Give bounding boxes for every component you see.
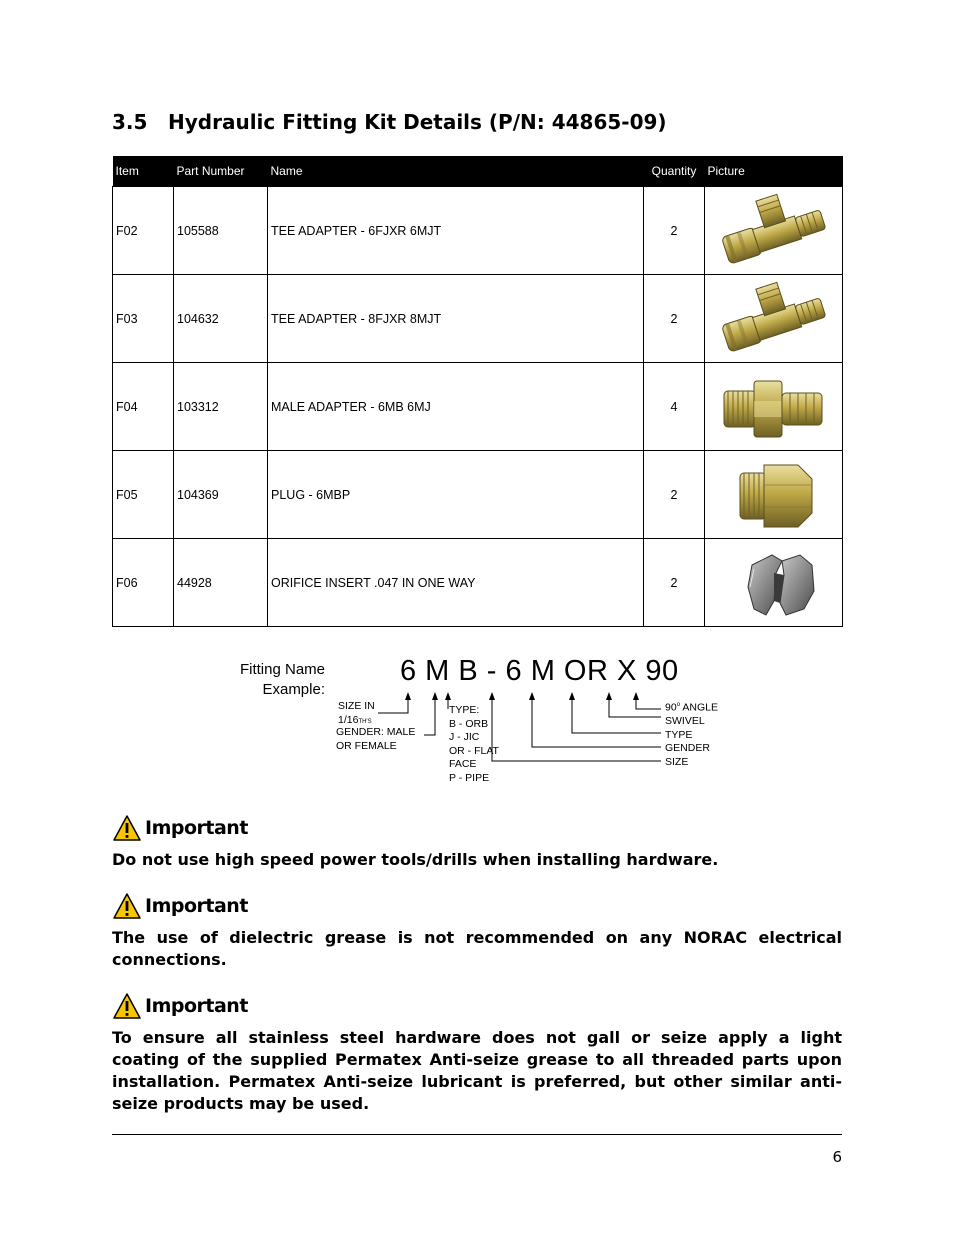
cell-picture xyxy=(705,275,843,363)
cell-item: F03 xyxy=(113,275,174,363)
section-heading xyxy=(112,110,667,134)
plug-icon xyxy=(714,455,834,535)
cell-name: TEE ADAPTER - 8FJXR 8MJT xyxy=(268,275,644,363)
cell-part-number: 104369 xyxy=(174,451,268,539)
important-label: Important xyxy=(145,995,248,1017)
angle-label: 90$^o$ ANGLE xyxy=(665,701,718,714)
warning-icon xyxy=(112,814,142,842)
gender-line1: GENDER: MALE xyxy=(336,726,416,738)
warning-icon xyxy=(112,892,142,920)
cell-picture xyxy=(705,187,843,275)
cell-part-number: 44928 xyxy=(174,539,268,627)
size-in-line2: 1/16TH'S xyxy=(338,713,372,726)
type-line: J - JIC xyxy=(449,731,480,743)
page-number: 6 xyxy=(832,1148,842,1166)
cell-item: F05 xyxy=(113,451,174,539)
size-in-line1: SIZE IN xyxy=(338,700,375,712)
fitting-name-example xyxy=(220,655,760,795)
table-header-row xyxy=(113,156,843,187)
example-leader-lines xyxy=(220,655,760,795)
cell-quantity: 2 xyxy=(644,451,705,539)
example-code: 6 M B - 6 M OR X 90 xyxy=(400,655,679,687)
cell-part-number: 104632 xyxy=(174,275,268,363)
cell-picture xyxy=(705,451,843,539)
type-line: TYPE: xyxy=(449,704,480,716)
header-picture: Picture xyxy=(705,156,843,187)
important-heading xyxy=(112,814,248,842)
cell-name: TEE ADAPTER - 6FJXR 6MJT xyxy=(268,187,644,275)
type-line: B - ORB xyxy=(449,717,489,730)
table-row xyxy=(113,363,843,451)
tee-adapter-icon xyxy=(714,279,834,359)
cell-quantity: 2 xyxy=(644,187,705,275)
header-item: Item xyxy=(113,156,174,187)
example-label-line1: Fitting Name xyxy=(239,661,325,678)
cell-quantity: 4 xyxy=(644,363,705,451)
example-label-line2: Example: xyxy=(262,681,325,698)
size-right-label: SIZE xyxy=(665,755,689,768)
cell-part-number: 103312 xyxy=(174,363,268,451)
cell-name: MALE ADAPTER - 6MB 6MJ xyxy=(268,363,644,451)
notice-text: The use of dielectric grease is not recommended on any NORAC electrical connections. xyxy=(112,928,842,969)
cell-quantity: 2 xyxy=(644,275,705,363)
header-quantity: Quantity xyxy=(644,156,705,187)
male-adapter-icon xyxy=(714,367,834,447)
footer-divider xyxy=(112,1134,842,1135)
gender-right-label: GENDER xyxy=(665,742,710,754)
cell-quantity: 2 xyxy=(644,539,705,627)
header-part-number: Part Number xyxy=(174,156,268,187)
swivel-label: SWIVEL xyxy=(665,715,705,727)
important-label: Important xyxy=(145,895,248,917)
warning-icon xyxy=(112,992,142,1020)
cell-item: F04 xyxy=(113,363,174,451)
important-heading xyxy=(112,892,248,920)
section-title: Hydraulic Fitting Kit Details (P/N: 44865-09) xyxy=(168,110,667,134)
cell-picture xyxy=(705,539,843,627)
header-name: Name xyxy=(268,156,644,187)
orifice-insert-icon xyxy=(714,543,834,623)
cell-item: F02 xyxy=(113,187,174,275)
notice-text: Do not use high speed power tools/drills when installing hardware. xyxy=(112,850,719,869)
cell-name: PLUG - 6MBP xyxy=(268,451,644,539)
notice-text: To ensure all stainless steel hardware does not gall or seize apply a light coating of the supplied Permatex Anti-seize grease to all threaded parts upon installation. Permatex Anti-seize lubricant is preferred, but other similar anti-seize products may be used. xyxy=(112,1028,842,1113)
cell-name: ORIFICE INSERT .047 IN ONE WAY xyxy=(268,539,644,627)
gender-line2: OR FEMALE xyxy=(336,739,397,752)
type-line: OR - FLAT xyxy=(449,744,499,757)
table-row xyxy=(113,187,843,275)
type-right-label: TYPE xyxy=(665,728,693,741)
table-row xyxy=(113,275,843,363)
cell-part-number: 105588 xyxy=(174,187,268,275)
type-line: P - PIPE xyxy=(449,771,490,784)
tee-adapter-icon xyxy=(714,191,834,271)
cell-picture xyxy=(705,363,843,451)
cell-item: F06 xyxy=(113,539,174,627)
fitting-kit-table xyxy=(112,156,843,627)
section-number: 3.5 xyxy=(112,110,148,134)
important-label: Important xyxy=(145,817,248,839)
type-line: FACE xyxy=(449,758,477,770)
important-heading xyxy=(112,992,248,1020)
table-row xyxy=(113,539,843,627)
table-row xyxy=(113,451,843,539)
